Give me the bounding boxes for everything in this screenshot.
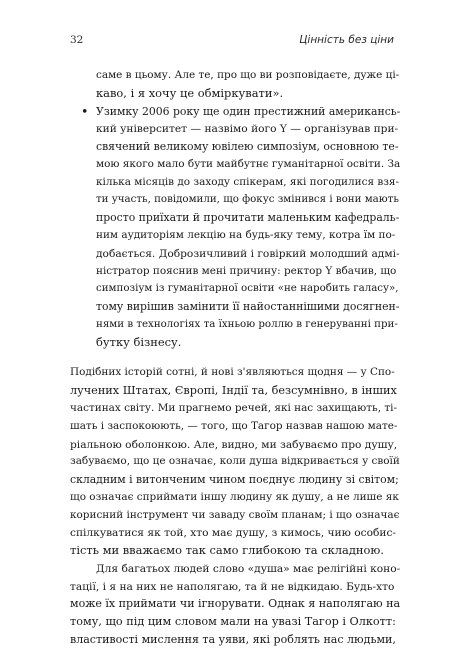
text-line: тації, і я на них не наполягаю, та й не відкидаю. Будь-хто bbox=[70, 579, 395, 593]
text-line: ним аудиторіям лекцію на будь-яку тему, котра їм по- bbox=[96, 229, 396, 241]
text-line: тому, що під цим словом мали на увазі Тагор і Олкотт: bbox=[70, 615, 396, 629]
bullet-icon: • bbox=[81, 103, 89, 119]
text-line: ністратор пояснив мені причину: ректор Y вбачив, що bbox=[96, 264, 397, 277]
text-line: частинах світу. Ми прагнемо речей, які нас захищають, ті- bbox=[70, 401, 397, 414]
text-line: ти участь, повідомили, що фокус змінився і вони мають bbox=[96, 193, 399, 206]
text-line: Подібних історій сотні, й нові з'являються щодня — у Спо- bbox=[70, 366, 395, 379]
text-line: спілкуватися як той, хто має душу, з кимось, чию особис- bbox=[70, 526, 397, 540]
text-line: саме в цьому. Але те, про що ви розповідаєте, дуже ці- bbox=[96, 69, 400, 81]
page-number: 32 bbox=[70, 34, 84, 46]
text-line: кілька місяців до заходу спікерам, які погодилися взя- bbox=[96, 175, 400, 188]
text-line: бутку бізнесу. bbox=[96, 334, 182, 349]
text-line: ріальною оболонкою. Але, видно, ми забуваємо про душу, bbox=[70, 437, 398, 451]
text-line: шать і заспокоюють, — того, що Тагор назвав нашою мате- bbox=[70, 419, 398, 432]
text-line: властивості мислення та уяви, які роблять нас людьми, bbox=[70, 633, 396, 646]
running-head bbox=[70, 34, 394, 50]
text-line: корисний інструмент чи заваду своїм планам; і що означає bbox=[70, 508, 400, 521]
text-line: нями в технологіях та їхньою роллю в генеруванні при- bbox=[96, 317, 398, 330]
text-line: каво, і я хочу це обміркувати». bbox=[96, 85, 284, 100]
text-line: просто приїхати й прочитати маленьким кафедраль- bbox=[96, 211, 400, 225]
text-line: забуваємо, що це означає, коли душа відкривається у своїй bbox=[70, 455, 400, 468]
text-line: тість ми вважаємо так само глибокою та складною. bbox=[70, 543, 385, 558]
text-line: Узимку 2006 року ще один престижний американсь- bbox=[96, 104, 401, 118]
text-line: Для багатьох людей слово «душа» має релігійні коно- bbox=[96, 561, 401, 575]
text-line: лучених Штатах, Європі, Індії та, безсумнівно, в інших bbox=[70, 384, 397, 398]
text-line: симпозіум із гуманітарної освіти «не наробить галасу», bbox=[96, 282, 399, 295]
text-line: може їх приймати чи ігнорувати. Однак я наполягаю на bbox=[70, 597, 401, 611]
text-line: що означає сприймати іншу людину як душу, а не лише як bbox=[70, 490, 399, 503]
text-line: тому вирішив замінити її найостаннішими досягнен- bbox=[96, 300, 400, 314]
book-title: Цінність без ціни bbox=[299, 34, 394, 46]
text-line: складним і витонченим чином поєднує людину зі світом; bbox=[70, 473, 399, 486]
text-line: свячений великому ювілею симпозіум, основною те- bbox=[96, 140, 399, 154]
text-line: мою якого мало бути майбутнє гуманітарної освіти. За bbox=[96, 157, 401, 170]
text-line: кий університет — назвімо його Y — організував при- bbox=[96, 122, 399, 136]
text-line: добається. Доброзичливий і говіркий молодший адмі- bbox=[96, 246, 400, 260]
